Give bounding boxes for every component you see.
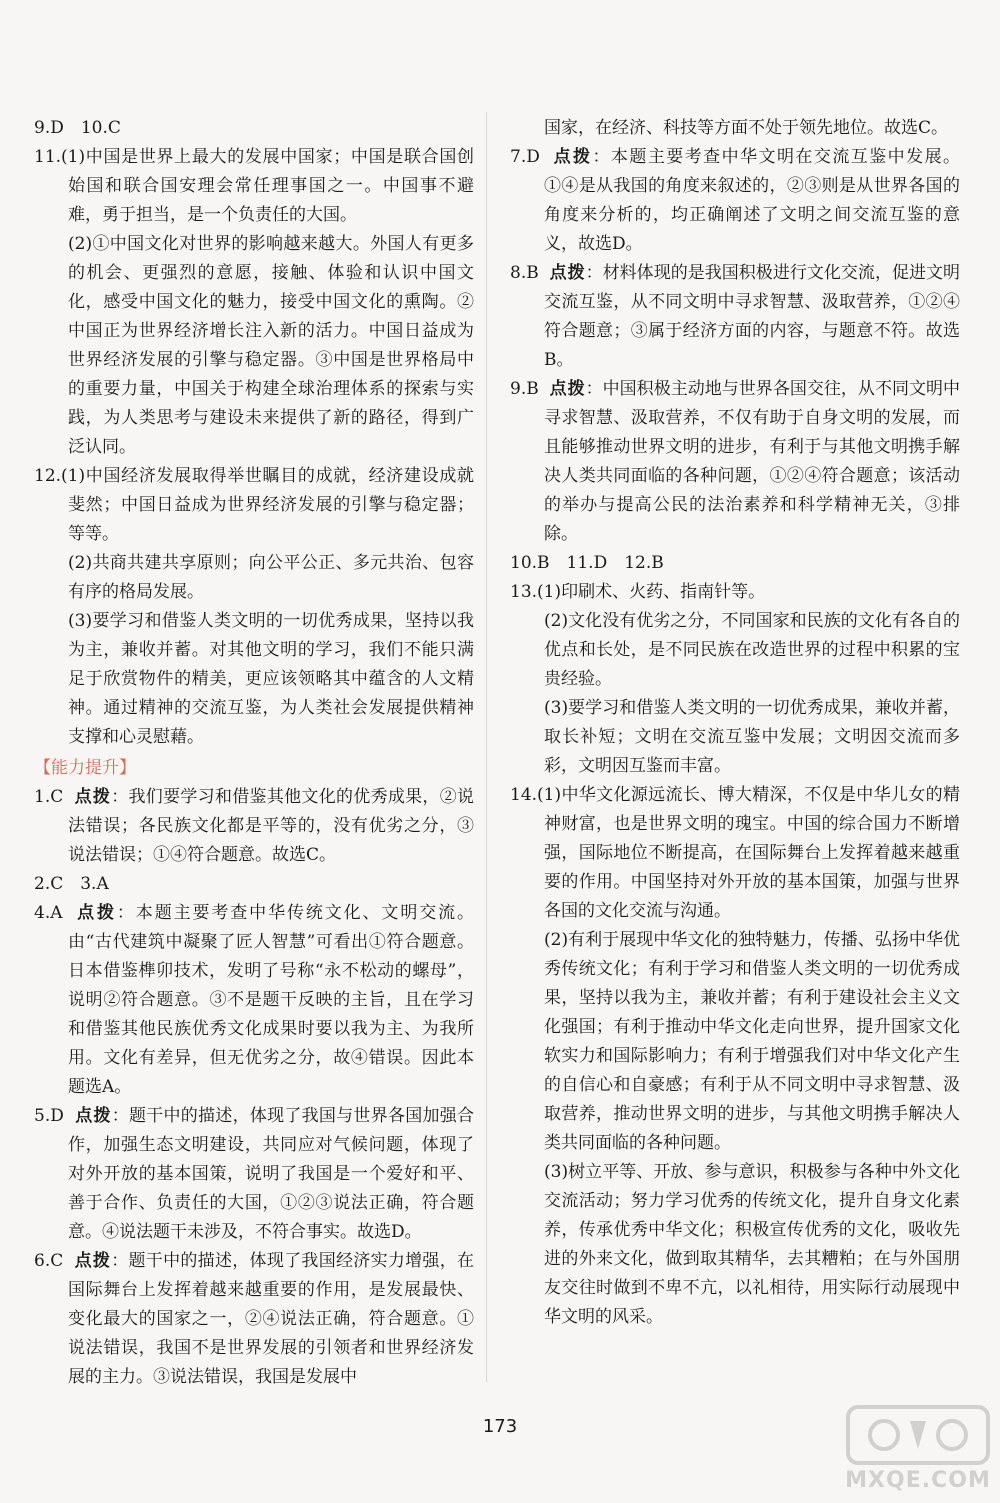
tip-label: 点拨	[549, 379, 586, 399]
answer-number: 8.B	[510, 263, 539, 283]
answer-number: 5.D	[34, 1106, 64, 1126]
answer-text: ：题干中的描述，体现了我国经济实力增强，在国际舞台上发挥着越来越重要的作用，是发展最快、变化最大的国家之一，②④说法正确，符合题意。①说法错误，我国不是世界发展的引领者和世界经济发展的主力。③说法错误，我国是发展中	[68, 1251, 475, 1387]
answer-text: ：材料体现的是我国积极进行文化交流，促进文明交流互鉴，从不同文明中寻求智慧、汲取营养，①②④符合题意；③属于经济方面的内容，与题意不符。故选B。	[544, 263, 961, 370]
tip-label: 点拨	[77, 903, 117, 923]
answer-13-part2: (2)文化没有优劣之分，不同国家和民族的文化有各自的优点和长处，是不同民族在改造世界的过程中积累的宝贵经验。	[544, 611, 960, 689]
answer-text: ：中国积极主动地与世界各国交往，从不同文明中寻求智慧、汲取营养，不仅有助于自身文明的发展，而且能够推动世界文明的进步，有利于与其他文明携手解决人类共同面临的各种问题，①②④符合题意；该活动的举办与提高公民的法治素养和科学精神无关，③排除。	[544, 379, 961, 544]
answer-9	[510, 375, 960, 549]
answer-14-part2: (2)有利于展现中华文化的独特魅力，传播、弘扬中华优秀传统文化；有利于学习和借鉴人类文明的一切优秀成果，坚持以我为主，兼收并蓄；有利于建设社会主义文化强国；有利于推动中华文化走向世界，提升国家文化软实力和国际影响力；有利于增强我们对中华文化产生的自信心和自豪感；有利于从不同文明中寻求智慧、汲取营养，推动世界文明的进步，与其他文明携手解决人类共同面临的各种问题。	[544, 930, 960, 1153]
answer-4	[34, 899, 474, 1102]
tip-label: 点拨	[75, 1106, 112, 1126]
answer-12-part1: 12.(1)中国经济发展取得举世瞩目的成就，经济建设成就斐然；中国日益成为世界经济发展的引擎与稳定器；等等。	[34, 466, 474, 544]
answer-12-part3: (3)要学习和借鉴人类文明的一切优秀成果，坚持以我为主，兼收并蓄。对其他文明的学习，我们不能只满足于欣赏物件的精美，更应该领略其中蕴含的人文精神。通过精神的交流互鉴，为人类社会发展提供精神支撑和心灵慰藉。	[68, 611, 474, 747]
answer-14-part3: (3)树立平等、开放、参与意识，积极参与各种中外文化交流活动；努力学习优秀的传统文化，提升自身文化素养，传承优秀中华文化；积极宣传优秀的文化，吸收先进的外来文化，做到取其精华，去其糟粕；在与外国朋友交往时做到不卑不亢，以礼相待，用实际行动展现中华文明的风采。	[544, 1162, 960, 1327]
answer-5	[34, 1102, 474, 1247]
tip-label: 点拨	[553, 147, 593, 167]
page-number: 173	[482, 1416, 518, 1437]
answer-number: 2.C 3.A	[34, 874, 109, 894]
answer-1	[34, 783, 474, 870]
answer-9-10: 9.D 10.C	[34, 118, 121, 138]
answer-number: 6.C	[34, 1251, 64, 1271]
section-title: 【能力提升】	[34, 758, 136, 778]
answer-text: ：题干中的描述，体现了我国与世界各国加强合作，加强生态文明建设，共同应对气候问题，体现了对外开放的基本国策，说明了我国是一个爱好和平、善于合作、负责任的大国，①②③说法正确，符合题意。④说法题干未涉及，不符合事实。故选D。	[68, 1106, 475, 1242]
answer-number: 1.C	[34, 787, 64, 807]
answer-14-part1: 14.(1)中华文化源远流长、博大精深，不仅是中华儿女的精神财富，也是世界文明的瑰宝。中国的综合国力不断增强，国际地位不断提高，在国际舞台上发挥着越来越重要的作用。中国坚持对外开放的基本国策，加强与世界各国的文化交流与沟通。	[510, 785, 960, 921]
watermark-text: MXQE.COM	[845, 1468, 991, 1493]
answer-text: ：本题主要考查中华传统文化、文明交流。由“古代建筑中凝聚了匠人智慧”可看出①符合题意。日本借鉴榫卯技术，发明了号称“永不松动的螺母”，说明②符合题意。③不是题干反映的主旨，且在学习和借鉴其他民族优秀文化成果时要以我为主、为我所用。文化有差异，但无优劣之分，故④错误。因此本题选A。	[68, 903, 475, 1097]
left-column	[34, 114, 474, 1392]
right-column	[510, 114, 960, 1332]
answer-11-part2: (2)①中国文化对世界的影响越来越大。外国人有更多的机会、更强烈的意愿，接触、体验和认识中国文化，感受中国文化的魅力，接受中国文化的熏陶。②中国正为世界经济增长注入新的活力。中国日益成为世界经济发展的引擎与稳定器。③中国是世界格局中的重要力量，中国关于构建全球治理体系的探索与实践，为人类思考与建设未来提供了新的路径，得到广泛认同。	[68, 234, 474, 457]
answer-number: 10.B 11.D 12.B	[510, 553, 664, 573]
answer-12-part2: (2)共商共建共享原则；向公平公正、多元共治、包容有序的格局发展。	[68, 553, 474, 602]
answer-text: ：我们要学习和借鉴其他文化的优秀成果，②说法错误；各民族文化都是平等的，没有优劣之分，③说法错误；①④符合题意。故选C。	[68, 787, 475, 865]
answer-8	[510, 259, 960, 375]
column-divider	[486, 112, 487, 1382]
tip-label: 点拨	[74, 1251, 112, 1271]
tip-label: 点拨	[549, 263, 586, 283]
watermark-logo	[844, 1401, 992, 1497]
answer-13-part1: 13.(1)印刷术、火药、指南针等。	[510, 582, 766, 602]
answer-2-3	[34, 870, 474, 899]
answer-number: 7.D	[510, 147, 540, 167]
tip-label: 点拨	[74, 787, 112, 807]
answer-number: 9.B	[510, 379, 539, 399]
answer-6-continuation: 国家，在经济、科技等方面不处于领先地位。故选C。	[544, 118, 949, 138]
answer-text: ：本题主要考查中华文明在交流互鉴中发展。①④是从我国的角度来叙述的，②③则是从世界各国的角度来分析的，均正确阐述了文明之间交流互鉴的意义，故选D。	[544, 147, 961, 254]
answer-number: 4.A	[34, 903, 63, 923]
answer-7	[510, 143, 960, 259]
answer-10-12	[510, 549, 960, 578]
answer-6	[34, 1247, 474, 1392]
answer-11-part1: 11.(1)中国是世界上最大的发展中国家；中国是联合国创始国和联合国安理会常任理事国之一。中国事不避难，勇于担当，是一个负责任的大国。	[34, 147, 474, 225]
answer-13-part3: (3)要学习和借鉴人类文明的一切优秀成果，兼收并蓄，取长补短；文明在交流互鉴中发展；文明因交流而多彩，文明因互鉴而丰富。	[544, 698, 960, 776]
